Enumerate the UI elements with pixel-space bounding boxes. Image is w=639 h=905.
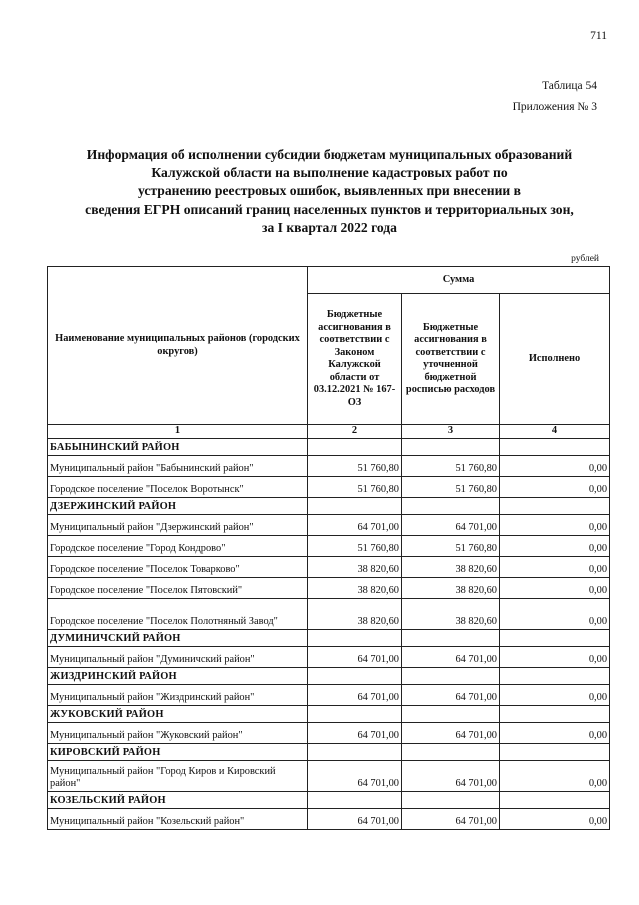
empty-cell: [402, 743, 500, 760]
district-name: ДУМИНИЧСКИЙ РАЙОН: [48, 629, 308, 646]
table-row: [48, 722, 610, 743]
law-allocation: 51 760,80: [308, 476, 402, 497]
municipality-name: Муниципальный район "Бабынинский район": [48, 455, 308, 476]
table-row: [48, 646, 610, 667]
title-line: за I квартал 2022 года: [262, 219, 397, 235]
adjusted-allocation: 38 820,60: [402, 556, 500, 577]
law-allocation: 64 701,00: [308, 514, 402, 535]
municipality-name: Городское поселение "Поселок Пятовский": [48, 577, 308, 598]
law-allocation: 38 820,60: [308, 556, 402, 577]
table-row: [48, 455, 610, 476]
municipality-name: Муниципальный район "Город Киров и Кировский район": [48, 760, 308, 791]
executed-amount: 0,00: [500, 598, 610, 629]
table-row: [48, 684, 610, 705]
empty-cell: [308, 705, 402, 722]
municipality-name: Городское поселение "Поселок Полотняный Завод": [48, 598, 308, 629]
adjusted-allocation: 64 701,00: [402, 808, 500, 829]
district-section-row: [48, 667, 610, 684]
law-allocation: 64 701,00: [308, 684, 402, 705]
executed-amount: 0,00: [500, 722, 610, 743]
adjusted-allocation: 64 701,00: [402, 722, 500, 743]
municipality-name: Муниципальный район "Жиздринский район": [48, 684, 308, 705]
annex-label: Приложения № 3: [512, 101, 597, 113]
header-row-sum: [48, 267, 610, 294]
district-section-row: [48, 705, 610, 722]
table-label: Таблица 54: [542, 80, 597, 92]
table-row: [48, 598, 610, 629]
adjusted-allocation: 64 701,00: [402, 646, 500, 667]
adjusted-allocation: 64 701,00: [402, 684, 500, 705]
executed-amount: 0,00: [500, 514, 610, 535]
executed-amount: 0,00: [500, 455, 610, 476]
header-col-adjusted: Бюджетные ассигнования в соответствии с уточненной бюджетной росписью расходов: [402, 294, 500, 425]
municipality-name: Муниципальный район "Думиничский район": [48, 646, 308, 667]
empty-cell: [402, 497, 500, 514]
empty-cell: [500, 705, 610, 722]
district-name: ДЗЕРЖИНСКИЙ РАЙОН: [48, 497, 308, 514]
empty-cell: [500, 667, 610, 684]
law-allocation: 51 760,80: [308, 455, 402, 476]
title-line: Калужской области на выполнение кадастровых работ по: [151, 165, 508, 181]
empty-cell: [308, 629, 402, 646]
header-name-col: Наименование муниципальных районов (городских округов): [48, 267, 308, 425]
municipality-name: Городское поселение "Город Кондрово": [48, 535, 308, 556]
table-row: [48, 535, 610, 556]
district-section-row: [48, 497, 610, 514]
district-name: ЖУКОВСКИЙ РАЙОН: [48, 705, 308, 722]
executed-amount: 0,00: [500, 684, 610, 705]
executed-amount: 0,00: [500, 535, 610, 556]
law-allocation: 38 820,60: [308, 577, 402, 598]
title-line: сведения ЕГРН описаний границ населенных пунктов и территориальных зон,: [85, 201, 574, 217]
law-allocation: 64 701,00: [308, 808, 402, 829]
title-line: Информация об исполнении субсидии бюджетам муниципальных образований: [86, 147, 573, 162]
empty-cell: [308, 791, 402, 808]
empty-cell: [402, 438, 500, 455]
adjusted-allocation: 51 760,80: [402, 535, 500, 556]
column-number: 2: [308, 425, 402, 439]
executed-amount: 0,00: [500, 760, 610, 791]
table-body: [48, 267, 610, 830]
subsidy-table: [47, 266, 610, 830]
column-number: 1: [48, 425, 308, 439]
empty-cell: [308, 497, 402, 514]
empty-cell: [402, 629, 500, 646]
empty-cell: [500, 438, 610, 455]
district-name: КОЗЕЛЬСКИЙ РАЙОН: [48, 791, 308, 808]
document-title: [40, 146, 619, 237]
empty-cell: [500, 497, 610, 514]
header-col-executed: Исполнено: [500, 294, 610, 425]
municipality-name: Муниципальный район "Дзержинский район": [48, 514, 308, 535]
table-row: [48, 577, 610, 598]
table-row: [48, 476, 610, 497]
law-allocation: 64 701,00: [308, 760, 402, 791]
page-number: 711: [590, 30, 607, 42]
district-name: БАБЫНИНСКИЙ РАЙОН: [48, 438, 308, 455]
district-section-row: [48, 438, 610, 455]
empty-cell: [500, 791, 610, 808]
law-allocation: 38 820,60: [308, 598, 402, 629]
empty-cell: [402, 705, 500, 722]
executed-amount: 0,00: [500, 577, 610, 598]
municipality-name: Муниципальный район "Козельский район": [48, 808, 308, 829]
table-row: [48, 514, 610, 535]
adjusted-allocation: 51 760,80: [402, 455, 500, 476]
header-col-law: Бюджетные ассигнования в соответствии с Законом Калужской области от 03.12.2021 № 167-ОЗ: [308, 294, 402, 425]
municipality-name: Городское поселение "Поселок Воротынск": [48, 476, 308, 497]
column-number: 4: [500, 425, 610, 439]
empty-cell: [308, 667, 402, 684]
table-row: [48, 760, 610, 791]
district-section-row: [48, 791, 610, 808]
executed-amount: 0,00: [500, 646, 610, 667]
district-section-row: [48, 629, 610, 646]
empty-cell: [402, 791, 500, 808]
district-name: ЖИЗДРИНСКИЙ РАЙОН: [48, 667, 308, 684]
law-allocation: 64 701,00: [308, 646, 402, 667]
table-row: [48, 808, 610, 829]
column-number-row: [48, 425, 610, 439]
empty-cell: [402, 667, 500, 684]
executed-amount: 0,00: [500, 556, 610, 577]
empty-cell: [500, 743, 610, 760]
adjusted-allocation: 64 701,00: [402, 514, 500, 535]
title-line: устранению реестровых ошибок, выявленных при внесении в: [138, 183, 521, 199]
adjusted-allocation: 64 701,00: [402, 760, 500, 791]
district-name: КИРОВСКИЙ РАЙОН: [48, 743, 308, 760]
header-sum: Сумма: [308, 267, 610, 294]
currency-note: рублей: [571, 254, 599, 264]
empty-cell: [308, 743, 402, 760]
municipality-name: Муниципальный район "Жуковский район": [48, 722, 308, 743]
municipality-name: Городское поселение "Поселок Товарково": [48, 556, 308, 577]
district-section-row: [48, 743, 610, 760]
executed-amount: 0,00: [500, 476, 610, 497]
adjusted-allocation: 38 820,60: [402, 577, 500, 598]
column-number: 3: [402, 425, 500, 439]
adjusted-allocation: 51 760,80: [402, 476, 500, 497]
adjusted-allocation: 38 820,60: [402, 598, 500, 629]
empty-cell: [500, 629, 610, 646]
executed-amount: 0,00: [500, 808, 610, 829]
law-allocation: 64 701,00: [308, 722, 402, 743]
law-allocation: 51 760,80: [308, 535, 402, 556]
table-row: [48, 556, 610, 577]
empty-cell: [308, 438, 402, 455]
